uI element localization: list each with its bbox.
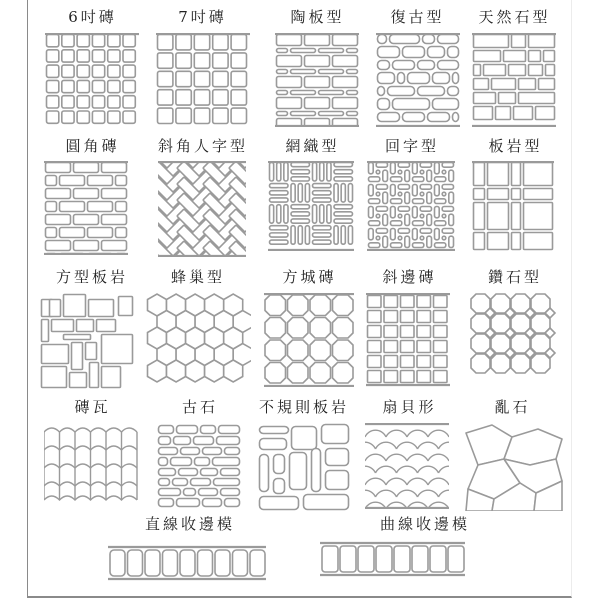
pattern-ancient-stone bbox=[150, 398, 250, 513]
pattern-random-stone bbox=[460, 398, 565, 513]
pattern-swatch-antique bbox=[376, 33, 460, 127]
pattern-swatch-random-stone bbox=[464, 423, 564, 511]
pattern-octagon-brick bbox=[262, 268, 357, 393]
pattern-swatch-diamond bbox=[470, 293, 560, 379]
pattern-swatch-bevel-brick bbox=[366, 293, 450, 387]
pattern-antique bbox=[370, 8, 465, 128]
pattern-honeycomb bbox=[143, 268, 253, 393]
pattern-label: 復古型 bbox=[390, 8, 445, 26]
pattern-fan-scale bbox=[362, 398, 457, 513]
pattern-6inch-brick bbox=[40, 8, 145, 128]
pattern-irregular-slate bbox=[250, 398, 358, 513]
pattern-label: 板岩型 bbox=[488, 137, 543, 155]
pattern-label: 回字型 bbox=[384, 137, 439, 155]
pattern-swatch-ancient-stone bbox=[157, 424, 241, 508]
border-curved bbox=[315, 515, 475, 580]
pattern-slate bbox=[468, 137, 563, 259]
pattern-swatch-slate bbox=[472, 161, 554, 251]
pattern-swatch-roof-tile bbox=[44, 424, 138, 502]
pattern-label: 斜邊磚 bbox=[382, 268, 437, 286]
pattern-swatch-ceramic-plank bbox=[275, 33, 359, 127]
pattern-label: 不規則板岩 bbox=[258, 398, 349, 416]
pattern-swatch-pinwheel bbox=[367, 161, 455, 251]
pattern-label: 6吋磚 bbox=[68, 8, 117, 26]
pattern-swatch-6inch-brick bbox=[45, 33, 139, 127]
pattern-label: 扇貝形 bbox=[382, 398, 437, 416]
pattern-swatch-honeycomb bbox=[145, 293, 251, 387]
pattern-pinwheel bbox=[362, 137, 462, 259]
pattern-swatch-octagon-brick bbox=[264, 293, 354, 387]
pattern-basketweave bbox=[265, 137, 360, 259]
pattern-label: 天然石型 bbox=[478, 8, 551, 26]
pattern-label: 亂石 bbox=[494, 398, 531, 416]
pattern-label: 方型板岩 bbox=[55, 268, 128, 286]
pattern-label: 斜角人字型 bbox=[157, 137, 248, 155]
pattern-label: 陶板型 bbox=[290, 8, 345, 26]
pattern-label: 方城磚 bbox=[282, 268, 337, 286]
pattern-bevel-brick bbox=[362, 268, 457, 393]
pattern-diamond bbox=[465, 268, 565, 393]
pattern-swatch-basketweave bbox=[268, 161, 354, 251]
pattern-swatch-7inch-brick bbox=[156, 33, 250, 127]
border-straight bbox=[105, 515, 275, 580]
border-swatch-curved bbox=[320, 541, 470, 577]
pattern-label: 圓角磚 bbox=[65, 137, 120, 155]
pattern-label: 古石 bbox=[181, 398, 218, 416]
pattern-swatch-square-slate bbox=[40, 293, 134, 389]
pattern-ceramic-plank bbox=[270, 8, 365, 128]
pattern-swatch-fan-scale bbox=[365, 423, 449, 509]
pattern-label: 蜂巢型 bbox=[170, 268, 225, 286]
border-label: 直線收邊模 bbox=[144, 515, 235, 533]
pattern-7inch-brick bbox=[150, 8, 255, 128]
pattern-label: 磚瓦 bbox=[74, 398, 111, 416]
pattern-square-slate bbox=[38, 268, 146, 393]
border-swatch-straight bbox=[108, 545, 268, 581]
pattern-swatch-herringbone bbox=[158, 161, 246, 257]
pattern-round-corner-brick bbox=[40, 137, 145, 259]
pattern-label: 鑽石型 bbox=[487, 268, 542, 286]
border-label: 曲線收邊模 bbox=[379, 515, 470, 533]
pattern-herringbone bbox=[148, 137, 258, 259]
pattern-swatch-round-corner-brick bbox=[44, 161, 128, 255]
pattern-label: 7吋磚 bbox=[178, 8, 227, 26]
pattern-roof-tile bbox=[40, 398, 145, 513]
pattern-natural-stone bbox=[467, 8, 562, 128]
pattern-swatch-natural-stone bbox=[472, 33, 556, 127]
pattern-label: 網織型 bbox=[285, 137, 340, 155]
pattern-swatch-irregular-slate bbox=[258, 423, 350, 511]
